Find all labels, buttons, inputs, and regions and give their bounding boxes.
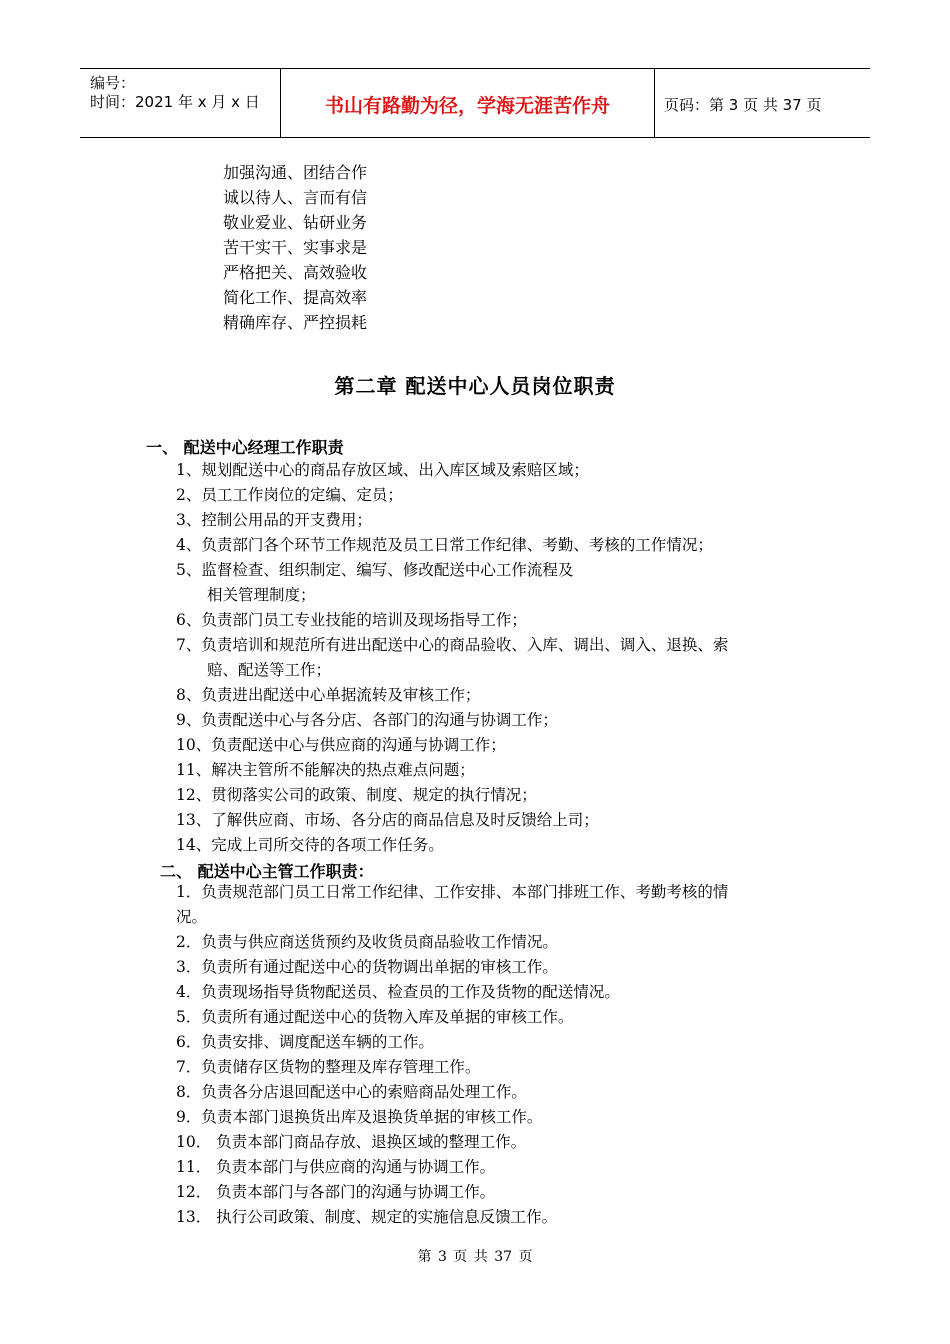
list-item: 1．负责规范部门员工日常工作纪律、工作安排、本部门排班工作、考勤考核的情 况。 xyxy=(176,883,729,926)
list-item: 7．负责储存区货物的整理及库存管理工作。 xyxy=(176,1058,481,1076)
list-item: 10． 负责本部门商品存放、退换区域的整理工作。 xyxy=(176,1133,527,1151)
header-page-info: 页码：第 3 页 共 37 页 xyxy=(664,96,822,114)
list-item: 8、负责进出配送中心单据流转及审核工作； xyxy=(176,686,481,704)
list-item: 6、负责部门员工专业技能的培训及现场指导工作； xyxy=(176,611,527,629)
page-header xyxy=(80,68,870,138)
document-number-label: 编号： xyxy=(90,74,136,92)
list-item: 6．负责安排、调度配送车辆的工作。 xyxy=(176,1033,434,1051)
section-title-manager: 一、 配送中心经理工作职责 xyxy=(146,438,344,457)
value-item: 简化工作、提高效率 xyxy=(223,288,368,307)
list-item: 5．负责所有通过配送中心的货物入库及单据的审核工作。 xyxy=(176,1008,574,1026)
list-item: 2．负责与供应商送货预约及收货员商品验收工作情况。 xyxy=(176,933,558,951)
list-item: 5、监督检查、组织制定、编写、修改配送中心工作流程及 相关管理制度； xyxy=(176,561,574,604)
list-item: 1、规划配送中心的商品存放区域、出入库区域及索赔区域； xyxy=(176,461,589,479)
list-item: 13． 执行公司政策、制度、规定的实施信息反馈工作。 xyxy=(176,1208,558,1226)
list-item: 4、负责部门各个环节工作规范及员工日常工作纪律、考勤、考核的工作情况； xyxy=(176,536,713,554)
page-footer: 第 3 页 共 37 页 xyxy=(417,1249,533,1265)
section-title-supervisor: 二、 配送中心主管工作职责： xyxy=(160,862,374,881)
list-item: 13、了解供应商、市场、各分店的商品信息及时反馈给上司； xyxy=(176,811,599,829)
value-item: 严格把关、高效验收 xyxy=(223,263,368,282)
header-motto-cell xyxy=(280,69,655,137)
list-item: 10、负责配送中心与供应商的沟通与协调工作； xyxy=(176,736,506,754)
value-item: 加强沟通、团结合作 xyxy=(223,163,368,182)
chapter-title: 第二章 配送中心人员岗位职责 xyxy=(334,374,616,398)
value-item: 精确库存、严控损耗 xyxy=(223,313,368,332)
value-item: 诚以待人、言而有信 xyxy=(223,188,368,207)
list-item: 9．负责本部门退换货出库及退换货单据的审核工作。 xyxy=(176,1108,543,1126)
manager-duties-list xyxy=(176,458,816,858)
list-item: 11． 负责本部门与供应商的沟通与协调工作。 xyxy=(176,1158,496,1176)
list-item: 12． 负责本部门与各部门的沟通与协调工作。 xyxy=(176,1183,496,1201)
list-item: 12、贯彻落实公司的政策、制度、规定的执行情况； xyxy=(176,786,537,804)
list-item: 8．负责各分店退回配送中心的索赔商品处理工作。 xyxy=(176,1083,527,1101)
list-item: 7、负责培训和规范所有进出配送中心的商品验收、入库、调出、调入、退换、索 赔、配送等工作； xyxy=(176,636,729,679)
values-list xyxy=(223,160,367,335)
value-item: 苦干实干、实事求是 xyxy=(223,238,368,257)
list-item: 3．负责所有通过配送中心的货物调出单据的审核工作。 xyxy=(176,958,558,976)
value-item: 敬业爱业、钻研业务 xyxy=(223,213,368,232)
list-item: 4．负责现场指导货物配送员、检查员的工作及货物的配送情况。 xyxy=(176,983,620,1001)
list-item: 14、完成上司所交待的各项工作任务。 xyxy=(176,836,444,854)
list-item: 9、负责配送中心与各分店、各部门的沟通与协调工作； xyxy=(176,711,558,729)
list-item: 3、控制公用品的开支费用； xyxy=(176,511,372,529)
header-meta-cell xyxy=(80,69,280,137)
document-date: 时间：2021 年 x 月 x 日 xyxy=(90,93,260,111)
header-motto: 书山有路勤为径，学海无涯苦作舟 xyxy=(324,95,610,117)
list-item: 11、解决主管所不能解决的热点难点问题； xyxy=(176,761,475,779)
list-item: 2、员工工作岗位的定编、定员； xyxy=(176,486,403,504)
header-page-cell xyxy=(654,69,870,137)
supervisor-duties-list xyxy=(176,880,816,1230)
